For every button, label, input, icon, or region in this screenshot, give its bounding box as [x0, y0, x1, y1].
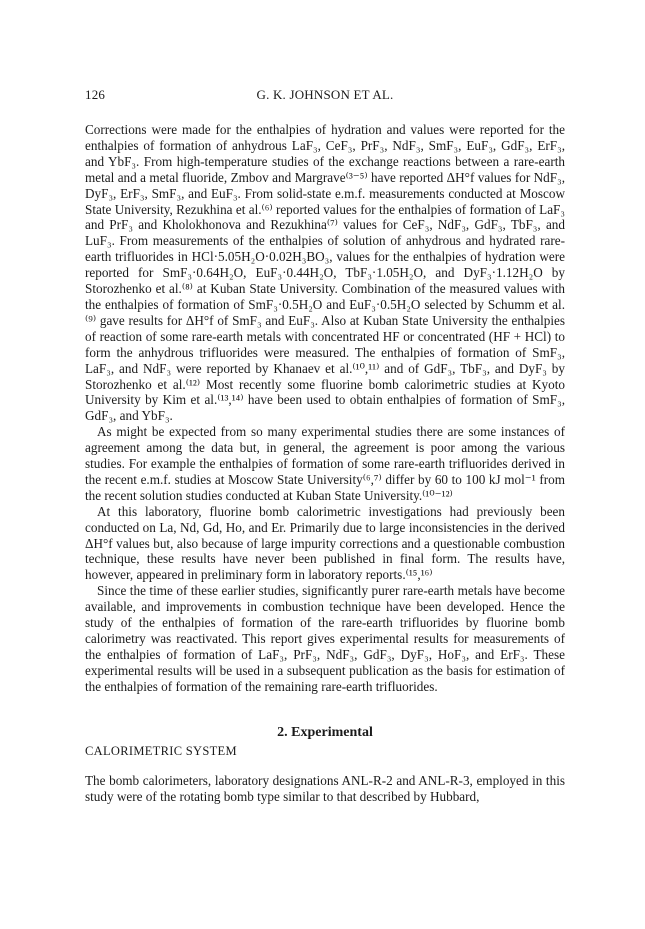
paragraph-agreement: As might be expected from so many experimental studies there are some instances of agreement among the data but, in general, the agreement is poor among the various studies. For example the enthalpies of formation of some rare-earth trifluorides derived in the recent e.m.f. studies at Moscow State University⁽⁶,⁷⁾ differ by 60 to 100 kJ mol⁻¹ from the recent solution studies conducted at Kuban State University.⁽¹⁰⁻¹²⁾	[85, 424, 565, 503]
page-number: 126	[85, 87, 106, 102]
running-title: G. K. JOHNSON ET AL.	[256, 87, 394, 102]
section-heading: 2. Experimental	[277, 724, 373, 740]
paragraph-calorimeters: The bomb calorimeters, laboratory designations ANL-R-2 and ANL-R-3, employed in this study were of the rotating bomb type similar to that described by Hubbard,	[85, 772, 565, 804]
subsection-heading: CALORIMETRIC SYSTEM	[85, 743, 237, 758]
section-body	[85, 773, 565, 805]
paragraph-prior-work: Corrections were made for the enthalpies of hydration and values were reported for the enthalpies of formation of anhydrous LaF₃, CeF₃, PrF₃, NdF₃, SmF₃, EuF₃, GdF₃, ErF₃, and YbF₃. From high-temperature studies of the exchange reactions between a rare-earth metal and a metal fluoride, Zmbov and Margrave⁽³⁻⁵⁾ have reported ΔH°f values for NdF₃, DyF₃, ErF₃, SmF₃, and EuF₃. From solid-state e.m.f. measurements conducted at Moscow State University, Rezukhina et al.⁽⁶⁾ reported values for the enthalpies of formation of LaF₃ and PrF₃ and Kholokhonova and Rezukhina⁽⁷⁾ values for CeF₃, NdF₃, GdF₃, TbF₃, and LuF₃. From measurements of the enthalpies of solution of anhydrous and hydrated rare-earth trifluorides in HCl·5.05H₂O·0.02H₃BO₃, values for the enthalpies of hydration were reported for SmF₃·0.64H₂O, EuF₃·0.44H₂O, TbF₃·1.05H₂O, and DyF₃·1.12H₂O by Storozhenko et al.⁽⁸⁾ at Kuban State University. Combination of the measured values with the enthalpies of formation of SmF₃·0.5H₂O and EuF₃·0.5H₂O selected by Schumm et al.⁽⁹⁾ gave results for ΔH°f of SmF₃ and EuF₃. Also at Kuban State University the enthalpies of reaction of some rare-earth metals with concentrated HF or concentrated (HF + HCl) to form the anhydrous trifluorides were measured. The enthalpies of formation of SmF₃, LaF₃, and NdF₃ were reported by Khanaev et al.⁽¹⁰,¹¹⁾ and of GdF₃, TbF₃, and DyF₃ by Storozhenko et al.⁽¹²⁾ Most recently some fluorine bomb calorimetric studies at Kyoto University by Kim et al.⁽¹³,¹⁴⁾ have been used to obtain enthalpies of formation of SmF₃, GdF₃, and YbF₃.	[85, 122, 565, 424]
document-page	[85, 87, 565, 804]
body-text	[85, 122, 565, 695]
paragraph-laboratory: At this laboratory, fluorine bomb calorimetric investigations had previously been conducted on La, Nd, Gd, Ho, and Er. Primarily due to large inconsistencies in the derived ΔH°f values but, also because of large impurity corrections and a questionable combustion technique, these results have never been published in final form. The results have, however, appeared in preliminary form in laboratory reports.⁽¹⁵,¹⁶⁾	[85, 503, 565, 583]
paragraph-reactivation: Since the time of these earlier studies, significantly purer rare-earth metals have become available, and improvements in combustion technique have been developed. Hence the study of the enthalpies of formation of the rare-earth trifluorides by fluorine bomb calorimetry was reactivated. This report gives experimental results for measurements of the enthalpies of formation of LaF₃, PrF₃, NdF₃, GdF₃, DyF₃, HoF₃, and ErF₃. These experimental results will be used in a subsequent publication as the basis for estimation of the enthalpies of formation of the remaining rare-earth trifluorides.	[85, 583, 565, 694]
running-header	[85, 87, 565, 109]
